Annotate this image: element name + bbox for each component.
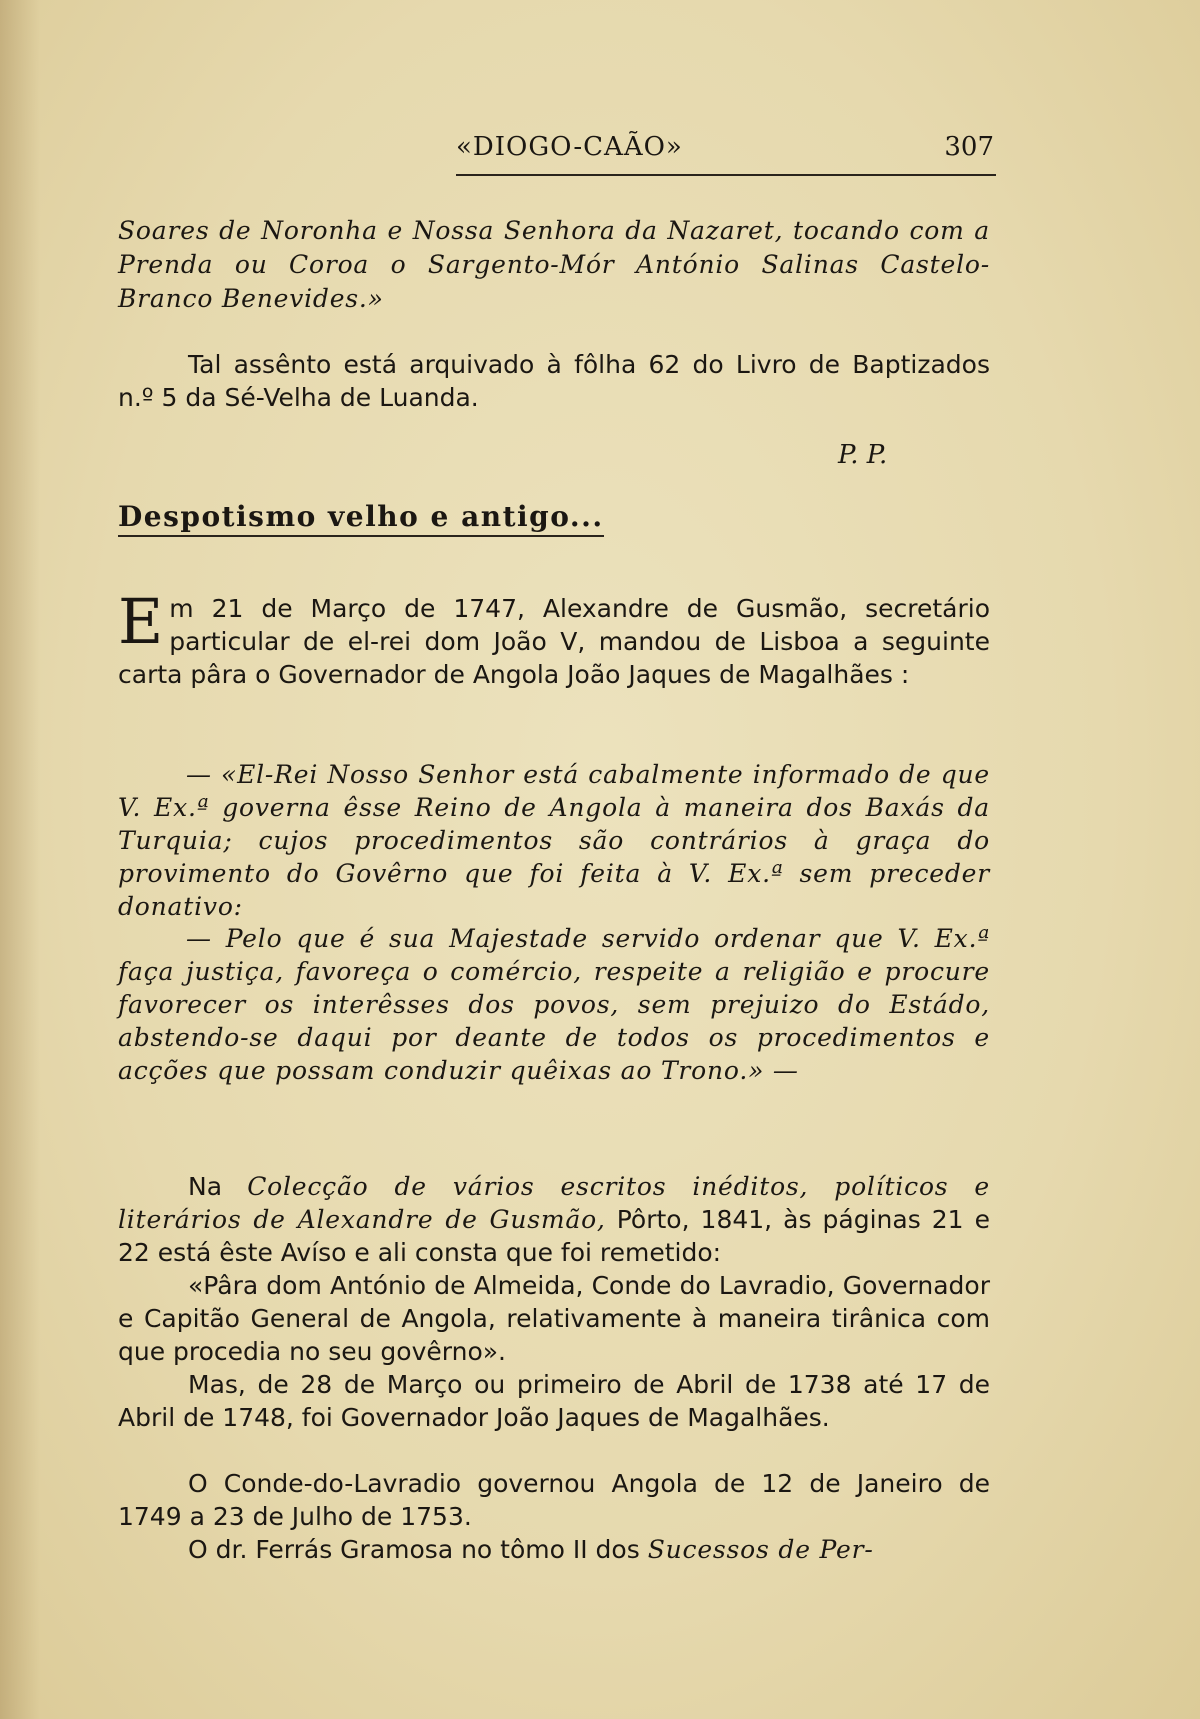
paragraph-letter-intro-text: m 21 de Março de 1747, Alexandre de Gusmão, secretário particular de el-rei dom João V, mandou de Lisboa a seguinte carta pâra o Governador de Angola João Jaques de Magalhães : [118,594,990,689]
section-title: Despotismo velho e antigo... [118,500,604,537]
source-suffix: Pôrto, 1841, às páginas 21 e 22 está êste Avíso e ali consta que foi remetido: [118,1205,990,1267]
drop-cap: E [118,585,164,658]
gramosa-prefix: O dr. Ferrás Gramosa no tômo II dos [188,1535,648,1564]
running-header [456,130,996,176]
paragraph-gramosa [118,1533,990,1566]
quote-second: — Pelo que é sua Majestade servido ordenar que V. Ex.ª faça justiça, favoreça o comércio, respeite a religião e procure favorecer os interêsses dos povos, sem prejuizo do Estádo, abstendo-se daqui por deante de todos os procedimentos e acções que possam conduzir quêixas ao Trono.» — [118,924,990,1085]
page-number: 307 [944,132,994,162]
paragraph-continued: Soares de Noronha e Nossa Senhora da Nazaret, tocando com a Prenda ou Coroa o Sargento-Mór António Salinas Castelo-Branco Benevides.» [118,216,990,313]
running-title: «DIOGO-CAÃO» [456,132,683,162]
paragraph-lavradio: O Conde-do-Lavradio governou Angola de 12 de Janeiro de 1749 a 23 de Julho de 1753. [118,1469,990,1531]
paragraph-governor-dates: Mas, de 28 de Março ou primeiro de Abril de 1738 até 17 de Abril de 1748, foi Governador João Jaques de Magalhães. [118,1370,990,1432]
paragraph-registry: Tal assênto está arquivado à fôlha 62 do Livro de Baptizados n.º 5 da Sé-Velha de Luanda. [118,350,990,412]
page-edge-shadow [0,0,40,1719]
paragraph-dispatch: «Pâra dom António de Almeida, Conde do Lavradio, Governador e Capitão General de Angola, relativamente à maneira tirânica com que procedia no seu govêrno». [118,1271,990,1366]
source-prefix: Na [188,1172,248,1201]
signature: P. P. [838,440,888,470]
quote-first: — «El-Rei Nosso Senhor está cabalmente informado de que V. Ex.ª governa êsse Reino de Angola à maneira dos Baxás da Turquia; cujos procedimentos são contrários à graça do provimento do Govêrno que foi feita à V. Ex.ª sem preceder donativo: [118,760,990,921]
gramosa-title: Sucessos de Per- [647,1535,874,1564]
paragraph-source [118,1170,990,1269]
source-title: Colecção de vários escritos inéditos, políticos e literários de Alexandre de Gusmão, [118,1172,990,1234]
paragraph-letter-intro [118,585,990,691]
